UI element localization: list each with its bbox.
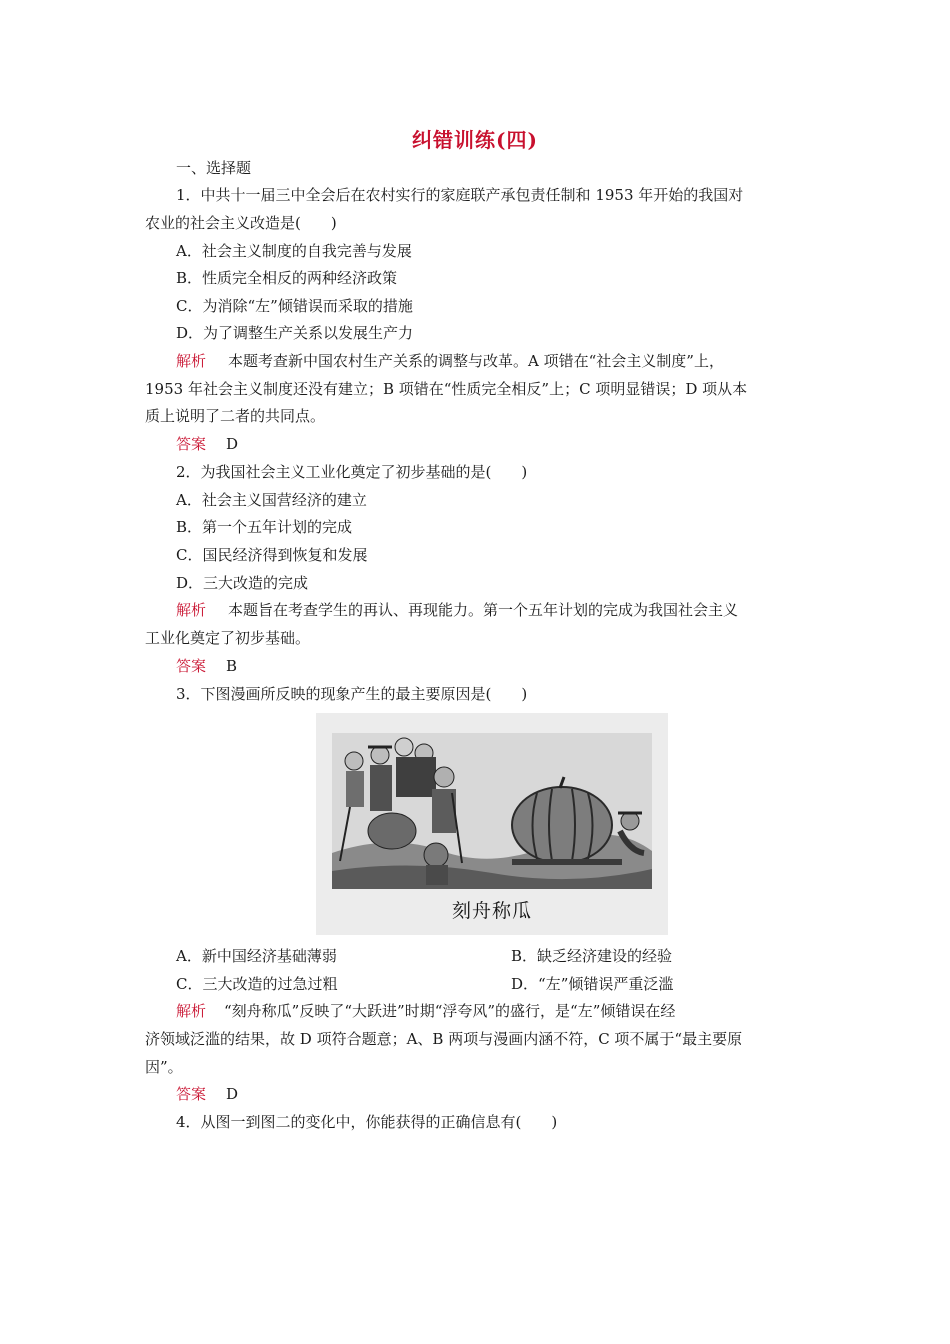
cartoon-caption: 刻舟称瓜: [451, 900, 532, 922]
q1-option-a: A．社会主义制度的自我完善与发展: [176, 242, 412, 260]
page-title: 纠错训练(四): [412, 128, 538, 152]
q1-option-d: D．为了调整生产关系以发展生产力: [176, 324, 414, 342]
q1-option-b: B．性质完全相反的两种经济政策: [176, 269, 398, 287]
q2-answer-value: B: [226, 657, 238, 675]
q1-stem-line2: 农业的社会主义改造是( ): [145, 214, 337, 232]
q2-stem: 2．为我国社会主义工业化奠定了初步基础的是( ): [176, 463, 528, 481]
q3-option-a: A．新中国经济基础薄弱: [176, 947, 337, 965]
cartoon-illustration: [332, 733, 652, 889]
q3-option-c: C．三大改造的过急过粗: [176, 975, 338, 993]
q3-analysis-line3: 因”。: [145, 1058, 183, 1076]
q2-option-d: D．三大改造的完成: [176, 574, 309, 592]
analysis-label: 解析: [176, 1002, 207, 1020]
q4-stem: 4．从图一到图二的变化中，你能获得的正确信息有( ): [176, 1113, 558, 1131]
answer-label: 答案: [176, 435, 207, 453]
q1-answer-value: D: [226, 435, 239, 453]
q3-analysis-text: “刻舟称瓜”反映了“大跃进”时期“浮夸风”的盛行，是“左”倾错误在经: [224, 1002, 676, 1020]
q3-answer-value: D: [226, 1085, 239, 1103]
q1-option-c: C．为消除“左”倾错误而采取的措施: [176, 297, 413, 315]
q3-option-b: B．缺乏经济建设的经验: [511, 947, 673, 965]
q3-stem: 3．下图漫画所反映的现象产生的最主要原因是( ): [176, 685, 528, 703]
q3-analysis-line1: [176, 1000, 675, 1022]
q2-analysis-line1: [176, 599, 738, 621]
answer-label: 答案: [176, 1085, 207, 1103]
q2-analysis-text: 本题旨在考查学生的再认、再现能力。第一个五年计划的完成为我国社会主义: [228, 601, 739, 619]
q3-option-d: D．“左”倾错误严重泛滥: [511, 975, 674, 993]
q1-analysis-line2: 1953 年社会主义制度还没有建立；B 项错在“性质完全相反”上；C 项明显错误；D 项从本: [145, 380, 748, 398]
q3-analysis-line2: 济领域泛滥的结果，故 D 项符合题意；A、B 两项与漫画内涵不符，C 项不属于“最主要原: [145, 1030, 743, 1048]
q3-answer: [176, 1083, 238, 1105]
cartoon-image: [316, 713, 668, 935]
q2-analysis-line2: 工业化奠定了初步基础。: [145, 629, 311, 647]
analysis-label: 解析: [176, 352, 207, 370]
q2-option-b: B．第一个五年计划的完成: [176, 518, 353, 536]
answer-label: 答案: [176, 657, 207, 675]
q1-analysis-text: 本题考查新中国农村生产关系的调整与改革。A 项错在“社会主义制度”上，: [228, 352, 724, 370]
q1-answer: [176, 433, 238, 455]
analysis-label: 解析: [176, 601, 207, 619]
q1-analysis-line1: [176, 350, 724, 372]
q2-answer: [176, 655, 237, 677]
q2-option-c: C．国民经济得到恢复和发展: [176, 546, 368, 564]
q1-analysis-line3: 质上说明了二者的共同点。: [145, 407, 326, 425]
q1-stem-line1: 1．中共十一届三中全会后在农村实行的家庭联产承包责任制和 1953 年开始的我国对: [176, 186, 744, 204]
q2-option-a: A．社会主义国营经济的建立: [176, 491, 367, 509]
section-heading: 一、选择题: [176, 159, 252, 177]
